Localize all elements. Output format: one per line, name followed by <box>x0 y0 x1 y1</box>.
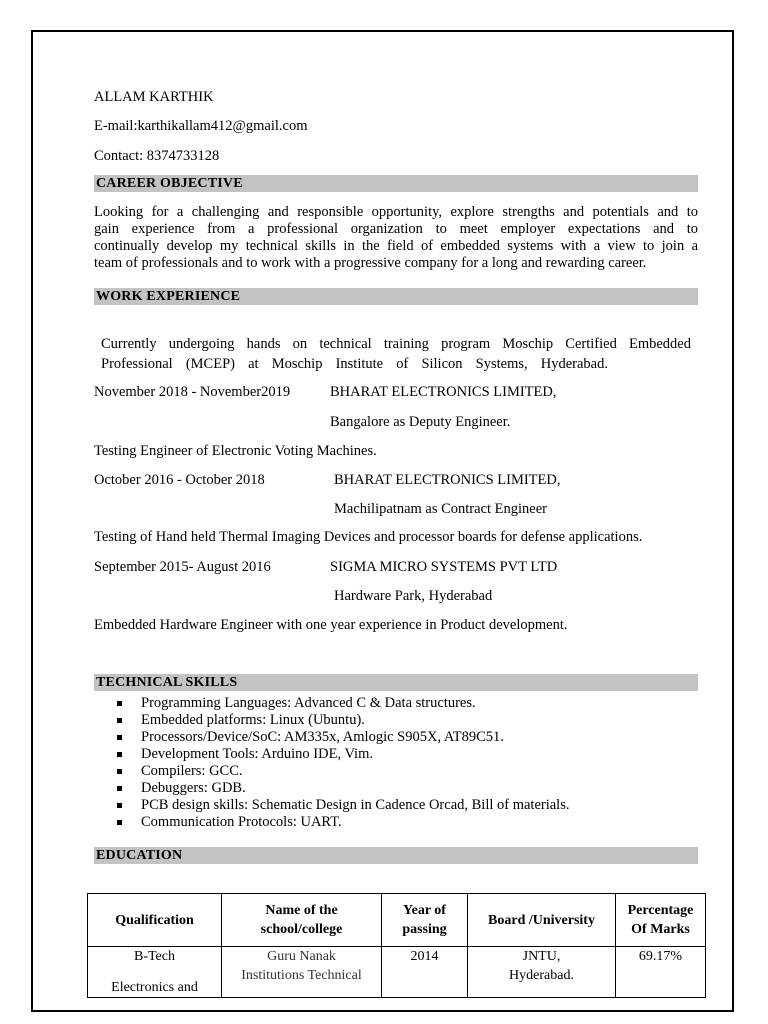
section-title: TECHNICAL SKILLS <box>96 675 238 690</box>
header-text: Of Marks <box>631 922 690 937</box>
header-qualification <box>88 894 222 947</box>
section-header-education <box>94 847 698 864</box>
section-title: EDUCATION <box>96 848 183 863</box>
contact-line: Contact: 8374733128 <box>94 148 220 164</box>
cell-text: B-Tech <box>133 949 175 964</box>
cell-text: Institutions Technical <box>241 968 362 983</box>
header-text: Qualification <box>115 912 194 928</box>
career-objective-line: continually develop my technical skills in the field of embedded systems with a view to join a <box>94 238 698 254</box>
skill-item: Compilers: GCC. <box>117 763 569 780</box>
experience-location: Bangalore as Deputy Engineer. <box>330 414 511 430</box>
cell-year <box>382 947 468 998</box>
experience-company: SIGMA MICRO SYSTEMS PVT LTD <box>330 559 558 575</box>
header-year <box>382 894 468 947</box>
cell-school <box>222 947 382 998</box>
header-text: school/college <box>260 922 343 937</box>
training-line: Professional (MCEP) at Moschip Institute of Silicon Systems, Hyderabad. <box>101 356 608 372</box>
email-line: E-mail:karthikallam412@gmail.com <box>94 118 308 134</box>
skill-item: Debuggers: GDB. <box>117 780 569 797</box>
education-header-row <box>88 894 706 947</box>
skills-list <box>117 695 569 831</box>
training-line: Currently undergoing hands on technical training program Moschip Certified Embedded <box>101 336 691 352</box>
cell-spacer <box>92 966 217 978</box>
skill-item: PCB design skills: Schematic Design in Cadence Orcad, Bill of materials. <box>117 797 569 814</box>
table-row <box>88 947 706 998</box>
cell-text: Guru Nanak <box>267 949 336 964</box>
experience-dates: November 2018 - November2019 <box>94 384 291 400</box>
cell-text: Electronics and <box>111 980 198 995</box>
skill-item: Embedded platforms: Linux (Ubuntu). <box>117 712 569 729</box>
skill-item: Processors/Device/SoC: AM335x, Amlogic S905X, AT89C51. <box>117 729 569 746</box>
cell-percentage <box>616 947 706 998</box>
header-board <box>468 894 616 947</box>
experience-location: Machilipatnam as Contract Engineer <box>334 501 547 517</box>
experience-company: BHARAT ELECTRONICS LIMITED, <box>334 472 561 488</box>
section-header-career-objective <box>94 175 698 192</box>
experience-description: Testing of Hand held Thermal Imaging Devices and processor boards for defense applications. <box>94 529 643 545</box>
education-table <box>87 893 706 998</box>
section-title: CAREER OBJECTIVE <box>96 176 243 191</box>
cell-text: 2014 <box>410 949 439 964</box>
section-header-work-experience <box>94 288 698 305</box>
candidate-name: ALLAM KARTHIK <box>94 89 214 105</box>
experience-dates: October 2016 - October 2018 <box>94 472 265 488</box>
experience-dates: September 2015- August 2016 <box>94 559 271 575</box>
section-header-technical-skills <box>94 674 698 691</box>
header-text: passing <box>402 922 447 937</box>
header-percentage <box>616 894 706 947</box>
skill-item: Programming Languages: Advanced C & Data structures. <box>117 695 569 712</box>
experience-company: BHARAT ELECTRONICS LIMITED, <box>330 384 557 400</box>
experience-description: Testing Engineer of Electronic Voting Machines. <box>94 443 377 459</box>
cell-qualification <box>88 947 222 998</box>
career-objective-line: Looking for a challenging and responsible opportunity, explore strengths and potentials and to <box>94 204 698 220</box>
header-text: Year of <box>403 903 446 918</box>
section-title: WORK EXPERIENCE <box>96 289 241 304</box>
skill-item: Development Tools: Arduino IDE, Vim. <box>117 746 569 763</box>
cell-board <box>468 947 616 998</box>
header-text: Name of the <box>265 903 338 918</box>
skill-item: Communication Protocols: UART. <box>117 814 569 831</box>
career-objective-line: team of professionals and to work with a progressive company for a long and rewarding career. <box>94 255 647 271</box>
resume-page <box>31 30 734 1012</box>
cell-text: JNTU, <box>522 949 561 964</box>
career-objective-line: gain experience from a professional organization to meet employer expectations and to <box>94 221 698 237</box>
experience-location: Hardware Park, Hyderabad <box>334 588 493 604</box>
header-text: Percentage <box>627 903 694 918</box>
header-school <box>222 894 382 947</box>
cell-text: 69.17% <box>638 949 683 964</box>
cell-text: Hyderabad. <box>509 968 574 983</box>
experience-description: Embedded Hardware Engineer with one year experience in Product development. <box>94 617 568 633</box>
header-text: Board /University <box>488 912 595 928</box>
